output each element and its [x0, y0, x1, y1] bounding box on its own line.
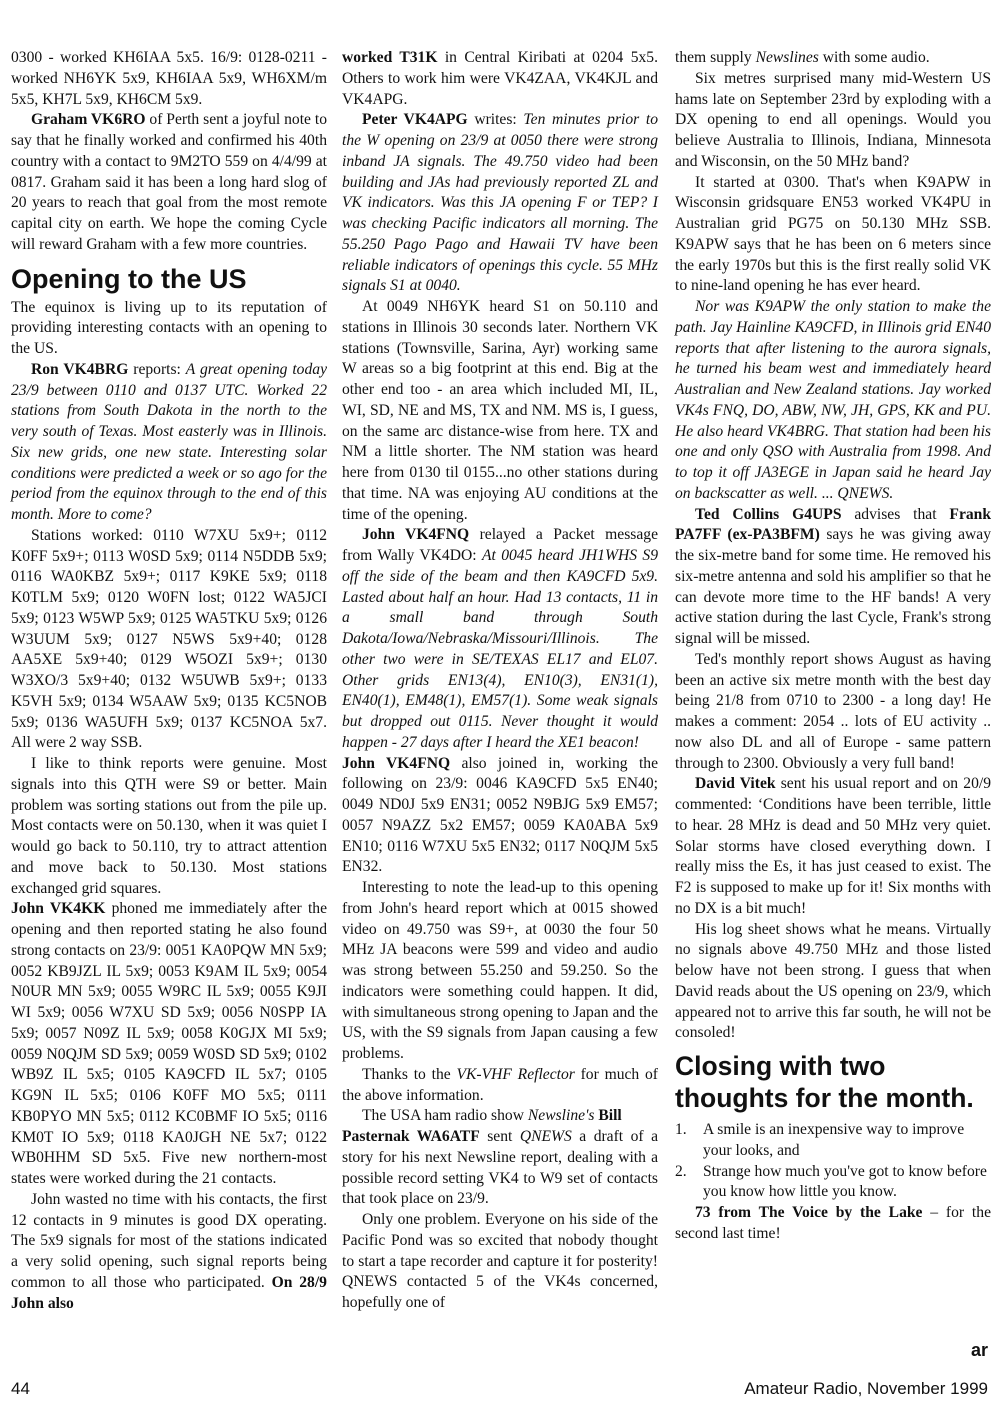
page-number: 44 [11, 1379, 30, 1398]
list-number: 1. [675, 1121, 687, 1138]
paragraph: Stations worked: 0110 W7XU 5x9+; 0112 K0FF 5x9+; 0113 W0SD 5x9; 0114 N5DDB 5x9; 0116 WA0KBZ 5x9+; 0117 K9KE 5x9; 0118 K0TLM 5x9; 0120 W0FN lost; 0122 WA5JCI 5x9; 0123 W5WP 5x9; 0125 WA5TKU 5x9; 0126 W3UUM 5x9; 0127 N5WS 5x9+40; 0128 AA5XE 5x9+40; 0129 W5OZI 5x9+; 0130 W3XO/3 5x9+40; 0132 W5UWB 5x9+; 0133 K5VH 5x9; 0134 W5AAW 5x9; 0135 KC5NOB 5x9; 0136 WA5UFH 5x9; 0137 KC5NOA 5x7. All were 2 way SSB. [11, 526, 327, 752]
paragraph: Only one problem. Everyone on his side of the Pacific Pond was so excited that nobody thought to start a tape recorder and capture it for posterity! QNEWS contacted 5 of the VK4s concerned, hopefully one of [342, 1211, 658, 1311]
paragraph: David Vitek sent his usual report and on 20/9 commented: ‘Conditions have been terrible, little to hear. 28 MHz is dead and 50 MHz very quiet. Solar storms have closed everything down. I really miss the Es, it has just ceased to exist. The F2 is supposed to make up for it! Six months with no DX is a bit much! [675, 775, 991, 917]
paragraph: them supply Newslines with some audio. [675, 49, 930, 66]
paragraph: The equinox is living up to its reputation of providing interesting contacts with an opening to the US. [11, 298, 327, 357]
paragraph: John VK4FNQ relayed a Packet message from Wally VK4DO: At 0045 heard JH1WHS S9 off the side of the beam and then KA9CFD 5x9. Lasted about half an hour. Had 13 contacts, 11 in a small band through South Dakota/Iowa/Nebraska/Missouri/Illinois. The other two were in SE/TEXAS EL17 and EL07. Other grids EN13(4), EN10(3), EN31(1), EN40(1), EM48(1), EM57(1). Some weak signals but dropped out 0115. Never thought it would happen - 27 days after I heard the XE1 beacon! [342, 526, 658, 751]
paragraph: John wasted no time with his contacts, the first 12 contacts in 9 minutes is good DX operating. The 5x9 signals for most of the stations indicated a very solid opening, such signal reports being common to all those who participated. On 28/9 John also [11, 1190, 327, 1312]
section-heading-closing: Closing with two thoughts for the month. [675, 1051, 974, 1113]
paragraph: At 0049 NH6YK heard S1 on 50.110 and stations in Illinois 30 seconds later. Northern VK stations (Townsville, Sarina, Ayr) working same W areas so a big footprint at this end. Big at the other end too - an area which included MI, IL, WI, SD, NE and MS, TX and NM. MS is, I guess, on the same arc distance-wise from here. TX and NM a little shorter. The NM station was heard here from 0130 til 0155...no other stations during that time. NA was enjoying AU conditions at the time of the opening. [342, 298, 658, 523]
callsign-name: Pasternak WA6ATF [342, 1128, 480, 1145]
paragraph: Ron VK4BRG reports: A great opening today 23/9 between 0110 and 0137 UTC. Worked 22 stations from South Dakota in the north to the very south of Texas. Most easterly was in Illinois. Six new grids, one new state. Interesting solar conditions were predicted a week or so ago for the period from the equinox through to the end of this month. More to come? [11, 360, 327, 523]
paragraph: It started at 0300. That's when K9APW in Wisconsin gridsquare EN53 worked VK4PU in Australian grid PG75 on 50.130 MHz SSB. K9APW says that he has been on 6 meters since the early 1970s but this is the first really solid VK to nine-land opening he has ever heard. [675, 173, 991, 295]
bold-phrase: On 28/9 John also [11, 1273, 327, 1312]
list-item [675, 1120, 991, 1162]
callsign-name: John VK4FNQ [342, 754, 451, 772]
paragraph: worked T31K in Central Kiribati at 0204 5x5. Others to work him were VK4ZAA, VK4KJL and VK4APG. [342, 49, 658, 108]
paragraph: Thanks to the VK-VHF Reflector for much of the above information. [342, 1065, 659, 1104]
column-1 [11, 48, 327, 1314]
column-2 [342, 48, 658, 1314]
callsign-name: David Vitek [695, 775, 776, 793]
quoted-report: A great opening today 23/9 between 0110 and 0137 UTC. Worked 22 stations from South Dakota in the north to the very south of Texas. Most easterly was in Illinois. Six new grids, one new state. Interesting solar conditions were predicted a week or so ago for the period from the equinox through to the end of this month. More to come? [11, 360, 327, 523]
paragraph: His log sheet shows what he means. Virtually no signals above 49.750 MHz and those listed below have not been strong. I guess that when David reads about the US opening on 23/9, which appeared not to arrive this far south, he will not be consoled! [675, 920, 991, 1042]
paragraph: Six metres surprised many mid-Western US hams late on September 23rd by exploding with a DX opening to end all openings. Would you believe Australia to Illinois, Indiana, Minnesota and Wisconsin, on the 50 MHz band? [675, 69, 991, 170]
quoted-report: At 0045 heard JH1WHS S9 off the side of the beam and then KA9CFD 5x9. Lasted about half an hour. Had 13 contacts, 11 in a small band through South Dakota/Iowa/Nebraska/Missouri/Illinois. The other two were in SE/TEXAS EL17 and EL07. Other grids EN13(4), EN10(3), EN31(1), EN40(1), EM48(1), EM57(1). Some weak signals but dropped out 0115. Never thought it would happen - 27 days after I heard the XE1 beacon! [342, 547, 658, 751]
paragraph: 73 from The Voice by the Lake – for the second last time! [675, 1204, 991, 1242]
end-mark: ar [970, 1340, 988, 1360]
paragraph: John VK4KK phoned me immediately after the opening and then reported stating he also found strong contacts on 23/9: 0051 KA0PQW MN 5x9; 0052 KB9JZL IL 5x9; 0053 K9AM IL 5x9; 0054 N0UR MN 5x9; 0055 W9RC IL 5x9; 0055 K9JI WI 5x9; 0056 W7XU SD 5x9; 0056 N0SPP IA 5x9; 0057 N09Z IL 5x9; 0058 K0GJX MI 5x9; 0059 N0QJM SD 5x9; 0059 W0SD SD 5x9; 0102 WB9Z IL 5x5; 0105 KA9CFD IL 5x7; 0105 KG9N IL 5x5; 0106 K0FF MO 5x5; 0111 KB0PYO MN 5x5; 0112 KC0BMF IO 5x5; 0116 KM0T IO 5x9; 0118 KA0JGH NE 5x7; 0122 WB0HHM SD 5x5. Five new northern-most states were worked during the 21 contacts. [11, 900, 327, 1187]
sign-off: 73 from The Voice by the Lake [695, 1204, 923, 1221]
callsign-name: Frank PA7FF (ex-PA3BFM) [675, 505, 992, 544]
list-number: 2. [675, 1162, 687, 1180]
paragraph [675, 297, 991, 505]
callsign-name: John VK4FNQ [362, 526, 470, 544]
callsign-name: Ted Collins G4UPS [695, 505, 842, 523]
quoted-report: Nor was K9APW the only station to make the path. Jay Hainline KA9CFD, in Illinois grid EN40 reports that after listening to the aurora signals, he turned his beam west and immediately heard Australian and New Zealand stations. Jay worked VK4s FNQ, DO, ABW, NW, JH, GPS, KK and PU. He also heard VK4BRG. That station had been his one and only QSO with Australia from 1998. And to top it off JA3EGE in Japan said he heard Jay on backscatter as well. ... QNEWS. [675, 298, 991, 502]
list-item [675, 1162, 991, 1204]
callsign-name: Graham VK6RO [31, 111, 146, 129]
paragraph: The USA ham radio show Newsline's Bill Pasternak WA6ATF sent QNEWS a draft of a story for his next Newsline report, dealing with a possible record setting VK4 to W9 set of contacts that took place on 23/9. [342, 1107, 659, 1208]
thoughts-list [675, 1120, 991, 1203]
paragraph: I like to think reports were genuine. Most signals into this QTH were S9 or better. Main problem was sorting stations out from the pile up. Most contacts were on 50.130, when it was quiet I would go back to 50.110, try to attract attention and move back to 50.130. Most stations exchanged grid squares. [11, 755, 327, 897]
bold-phrase: worked T31K [342, 49, 438, 66]
list-item-text: A smile is an inexpensive way to improve your looks, and [703, 1121, 965, 1159]
list-item-text: Strange how much you've got to know before you know how little you know. [703, 1162, 987, 1201]
paragraph: Graham VK6RO of Perth sent a joyful note to say that he finally worked and confirmed his 40th country with a contact to 9M2TO 559 on 4/4/99 at 0817. Graham said it has been a long hard slog of 20 years to reach that goal from the most remote capital city on earth. We hope the coming Cycle will reward Graham with a few more countries. [11, 111, 327, 253]
paragraph: Peter VK4APG writes: Ten minutes prior to the W opening on 23/9 at 0050 there were strong inband JA signals. The 49.750 video had been building and JAs had previously reported ZL and VK indicators. Was this JA opening F or TEP? I was checking Pacific indicators all morning. The 55.250 Pago Pago and Hawaii TV have been reliable indicators of openings this cycle. 55 MHz signals S1 at 0040. [342, 111, 658, 295]
callsign-name: Ron VK4BRG [31, 360, 129, 378]
paragraph: 0300 - worked KH6IAA 5x5. 16/9: 0128-0211 - worked NH6YK 5x9, KH6IAA 5x9, WH6XM/m 5x5, KH7L 5x9, KH6CM 5x9. [11, 49, 327, 108]
quoted-report: Ten minutes prior to the W opening on 23/9 at 0050 there were strong inband JA signals. The 49.750 video had been building and JAs had previously reported ZL and VK indicators. Was this JA opening F or TEP? I was checking Pacific indicators all morning. The 55.250 Pago Pago and Hawaii TV have been reliable indicators of openings this cycle. 55 MHz signals S1 at 0040. [342, 111, 658, 295]
paragraph: Ted's monthly report shows August as having been an active six metre month with the best day being 21/8 from 0710 to 2300 - a long day! He makes a comment: 2054 .. lots of EU activity .. now also DL and all of Europe - same pattern through to 2300. Obviously a very full band! [675, 650, 991, 772]
magazine-footer: Amateur Radio, November 1999 [744, 1379, 988, 1398]
paragraph: Interesting to note the lead-up to this opening from John's heard report which at 0015 showed video on 49.750 was S9+, at 0030 the four 50 MHz JA beacons were 599 and video and audio was strong between 55.250 and 59.250. So the indicators were something could happen. It did, with simultaneous strong opening to Japan and the US, with the S9 signals from Japan causing a few problems. [342, 879, 658, 1062]
paragraph: Ted Collins G4UPS advises that Frank PA7FF (ex-PA3BFM) says he was giving away the six-metre band for some time. He removed his six-metre antenna and sold his amplifier so that he can devote more time to the HF bands! A very active station during the last Cycle, Frank's strong signal will be missed. [675, 505, 992, 647]
italic-title: VK-VHF Reflector [456, 1065, 575, 1083]
callsign-name: John VK4KK [11, 900, 106, 918]
section-heading-opening: Opening to the US [11, 263, 247, 294]
callsign-name: Peter VK4APG [362, 111, 468, 129]
paragraph: John VK4FNQ also joined in, working the following on 23/9: 0046 KA9CFD 5x5 EN40; 0049 ND0J 5x9 EN31; 0052 N9BJG 5x9 EM57; 0057 N9AZZ 5x2 EM57; 0059 KA0ABA 5x9 EN10; 0116 W7XU 5x5 EN32; 0117 N0QJM 5x5 EN32. [342, 754, 658, 876]
column-3 [675, 48, 991, 1245]
